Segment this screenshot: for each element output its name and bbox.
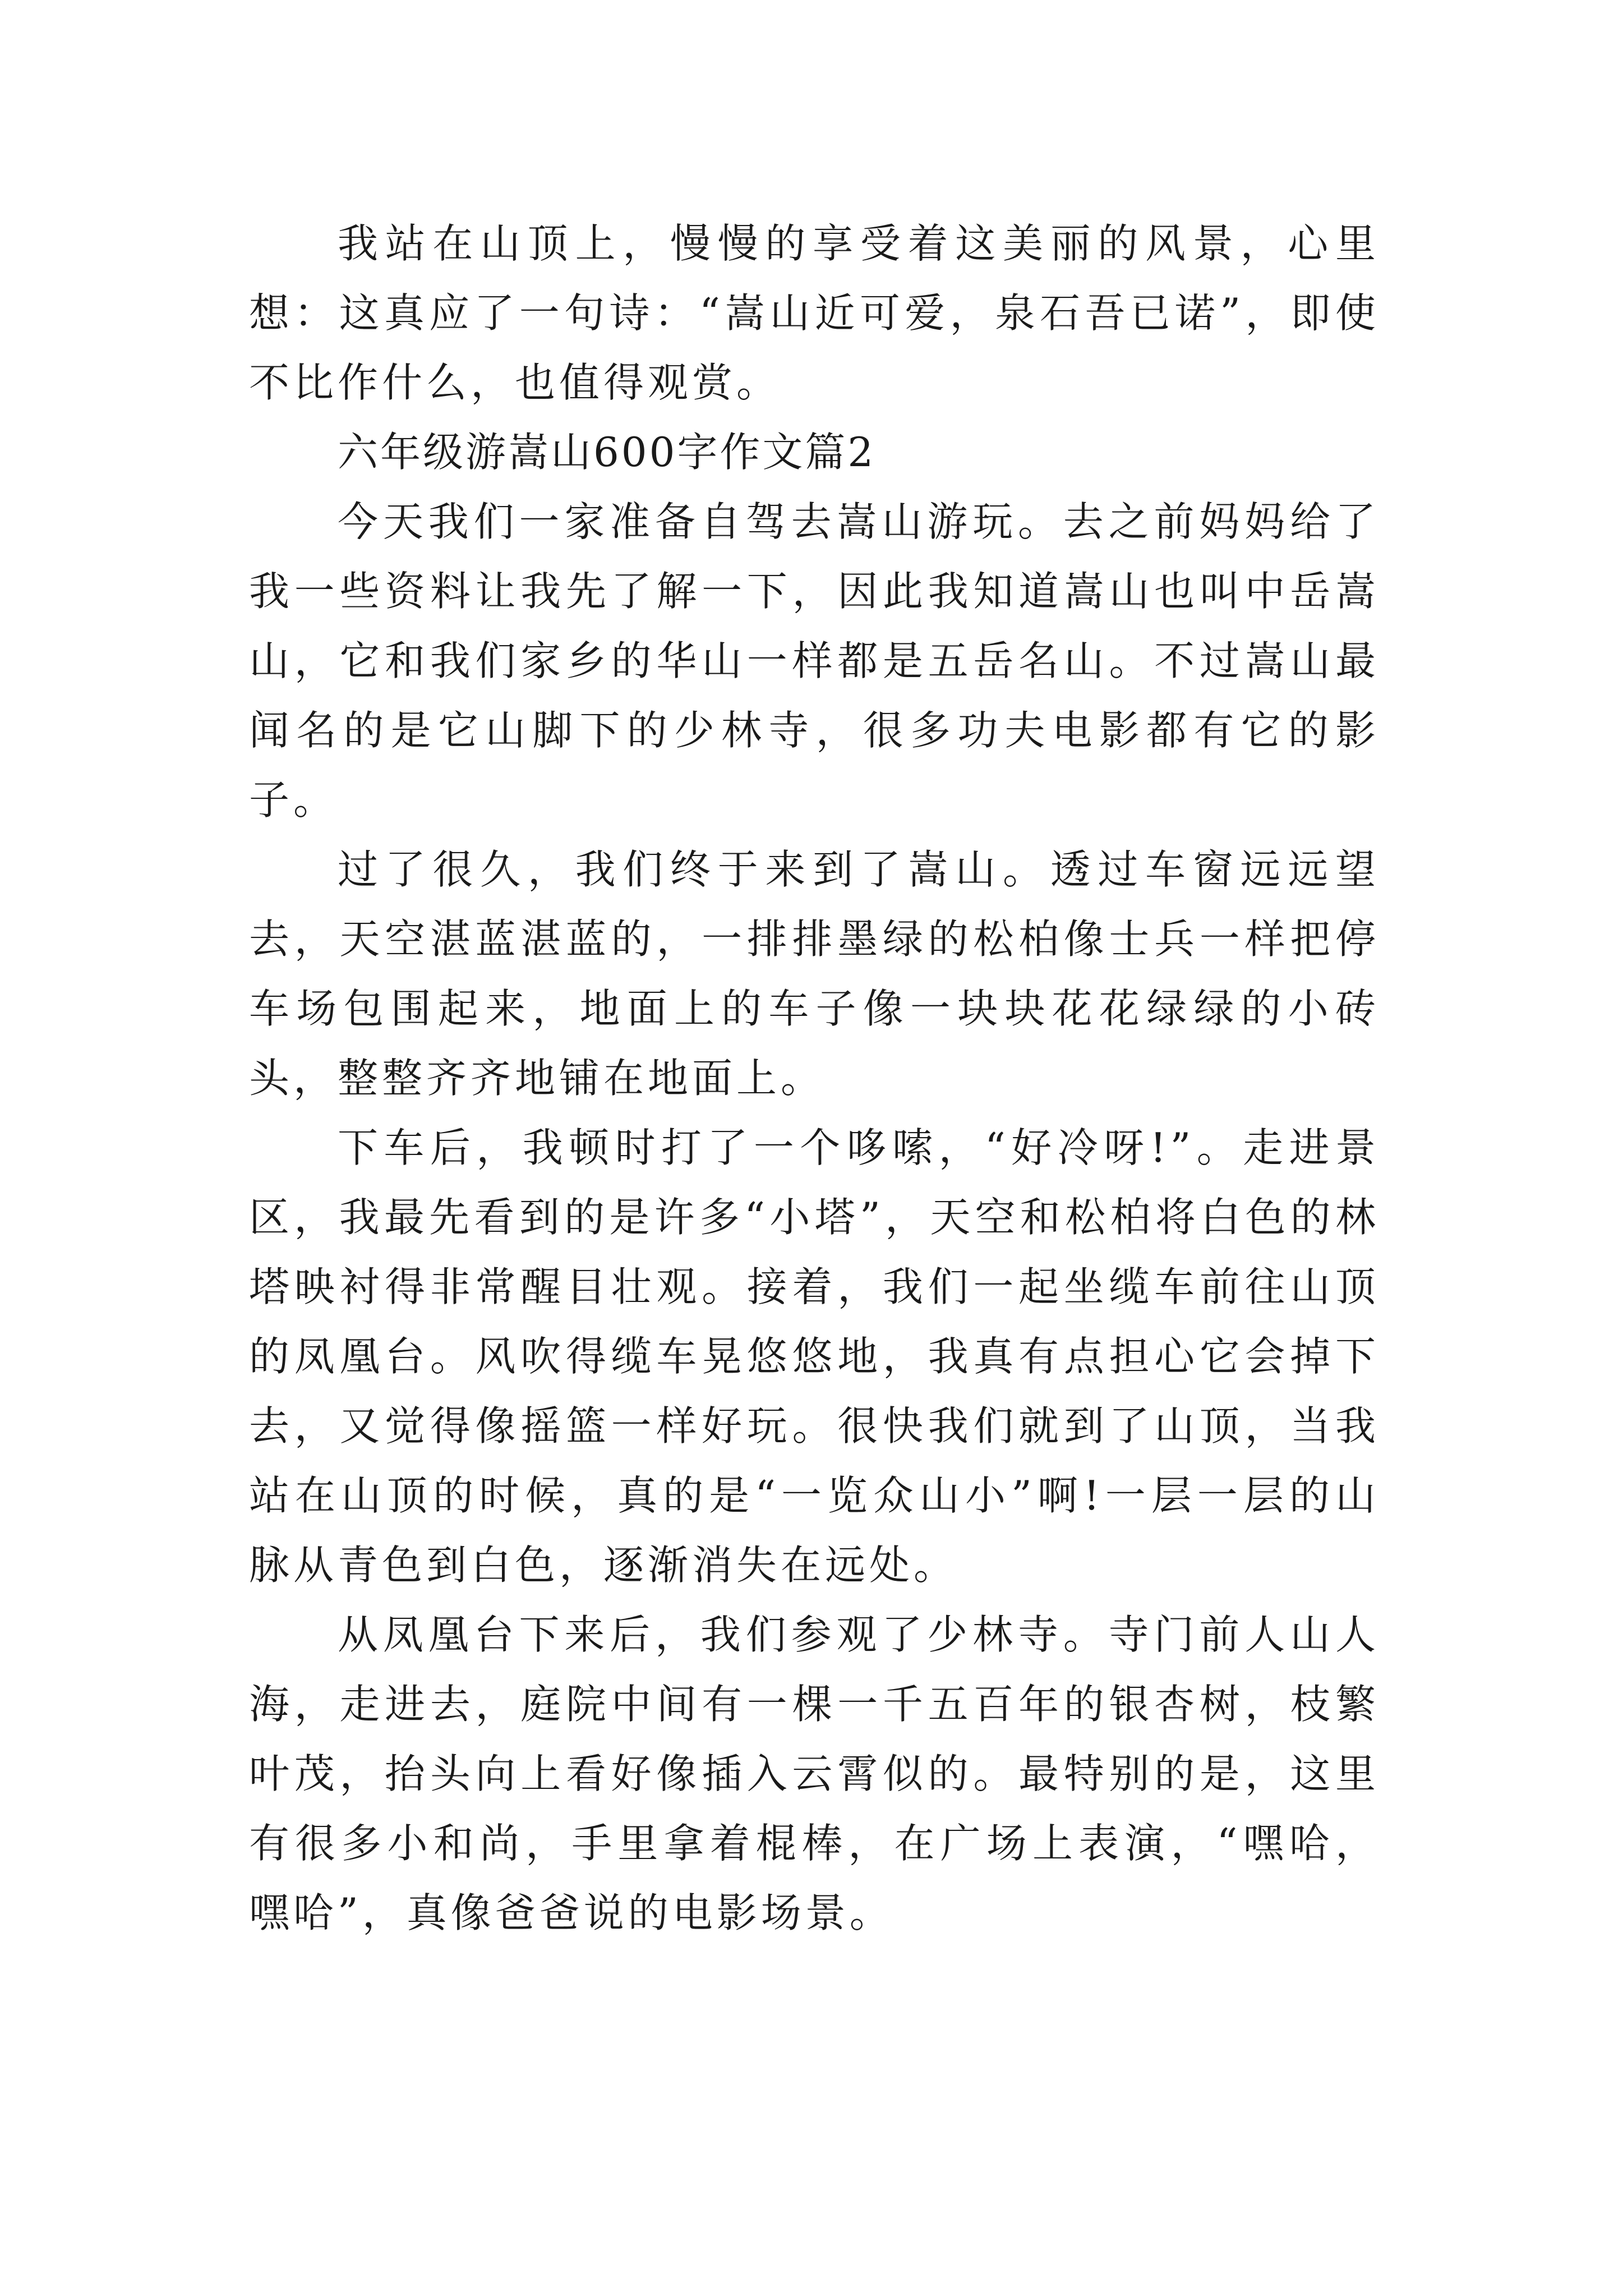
paragraph-arrival: 过了很久，我们终于来到了嵩山。透过车窗远远望去，天空湛蓝湛蓝的，一排排墨绿的松柏像士兵一样把停车场包围起来，地面上的车子像一块块花花绿绿的小砖头，整整齐齐地铺在地面上。 [249,846,1380,1102]
paragraph-intro: 今天我们一家准备自驾去嵩山游玩。去之前妈妈给了我一些资料让我先了解一下，因此我知道嵩山也叫中岳嵩山，它和我们家乡的华山一样都是五岳名山。不过嵩山最闻名的是它山脚下的少林寺，很多功夫电影都有它的影子。 [249,498,1380,823]
paragraph-shaolin-temple: 从凤凰台下来后，我们参观了少林寺。寺门前人山人海，走进去，庭院中间有一棵一千五百年的银杏树，枝繁叶茂，抬头向上看好像插入云霄似的。最特别的是，这里有很多小和尚，手里拿着棍棒，在广场上表演，“嘿哈，嘿哈”，真像爸爸说的电影场景。 [249,1611,1380,1936]
document-body [249,209,1380,1948]
paragraph-cable-car: 下车后，我顿时打了一个哆嗦，“好冷呀!”。走进景区，我最先看到的是许多“小塔”，天空和松柏将白色的林塔映衬得非常醒目壮观。接着，我们一起坐缆车前往山顶的凤凰台。风吹得缆车晃悠悠地，我真有点担心它会掉下去，又觉得像摇篮一样好玩。很快我们就到了山顶，当我站在山顶的时候，真的是“一览众山小”啊!一层一层的山脉从青色到白色，逐渐消失在远处。 [249,1124,1380,1589]
section-heading: 六年级游嵩山600字作文篇2 [338,429,876,476]
paragraph-summit-view: 我站在山顶上，慢慢的享受着这美丽的风景，心里想：这真应了一句诗：“嵩山近可爱，泉石吾已诺”，即使不比作什么，也值得观赏。 [249,220,1380,406]
